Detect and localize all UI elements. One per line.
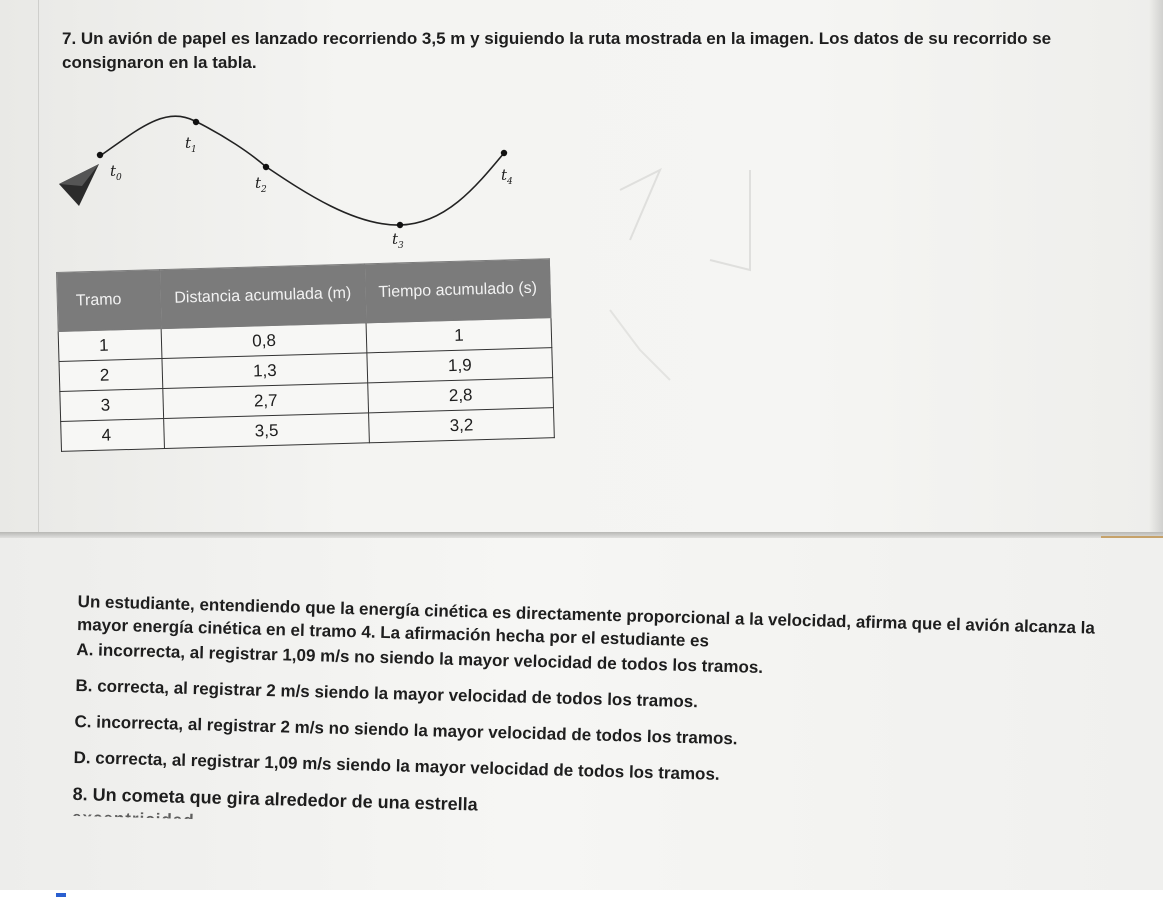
question-8-cut-text: excentricidad xyxy=(72,807,195,831)
cell-distancia: 0,8 xyxy=(161,323,367,359)
point-t4 xyxy=(501,150,507,156)
cell-tramo: 1 xyxy=(58,329,162,362)
label-t2: $t_2$ xyxy=(255,174,267,195)
cell-tiempo: 1,9 xyxy=(367,348,553,383)
cell-tiempo: 2,8 xyxy=(368,378,554,413)
label-t4: $t_4$ xyxy=(501,166,513,187)
margin-line xyxy=(38,0,39,532)
question-body xyxy=(72,590,1148,844)
cell-tiempo: 3,2 xyxy=(369,408,555,443)
cell-tiempo: 1 xyxy=(366,318,552,353)
bottom-indicator xyxy=(56,893,66,897)
question-8-text: 8. Un cometa que gira alrededor de una estrella xyxy=(72,783,478,815)
flight-path-diagram xyxy=(55,108,525,268)
cell-tramo: 3 xyxy=(60,389,164,422)
label-t1: $t_1$ xyxy=(185,134,197,155)
point-t1 xyxy=(193,119,199,125)
cell-distancia: 1,3 xyxy=(162,353,368,389)
header-tramo: Tramo xyxy=(57,270,162,332)
point-t3 xyxy=(397,222,403,228)
flight-path-svg xyxy=(55,108,525,268)
option-b: B. correcta, al registrar 2 m/s siendo la mayor velocidad de todos los tramos. xyxy=(75,675,699,712)
point-t2 xyxy=(263,164,269,170)
cell-tramo: 4 xyxy=(61,419,165,452)
bottom-page-photo xyxy=(0,538,1163,898)
label-t0: $t_0$ xyxy=(110,162,122,183)
question-7-text: 7. Un avión de papel es lanzado recorriendo 3,5 m y siguiendo la ruta mostrada en la imagen. Los datos de su recorrido se consignaron en la tabla. xyxy=(62,29,1052,72)
cell-distancia: 3,5 xyxy=(164,413,370,449)
option-a: A. incorrecta, al registrar 1,09 m/s no siendo la mayor velocidad de todos los tramos. xyxy=(76,639,764,677)
option-c: C. incorrecta, al registrar 2 m/s no siendo la mayor velocidad de todos los tramos. xyxy=(74,711,738,749)
page-shadow xyxy=(1149,0,1163,532)
data-table xyxy=(56,258,555,452)
option-d: D. correcta, al registrar 1,09 m/s siendo la mayor velocidad de todos los tramos. xyxy=(73,747,720,784)
cell-tramo: 2 xyxy=(59,359,163,392)
point-t0 xyxy=(97,152,103,158)
label-t3: $t_3$ xyxy=(392,230,404,251)
flight-path-curve xyxy=(100,116,504,225)
show-through-marks xyxy=(600,150,800,410)
data-table-container xyxy=(56,258,556,480)
bottom-bar xyxy=(0,890,1163,898)
header-tiempo: Tiempo acumulado (s) xyxy=(365,259,551,323)
cell-distancia: 2,7 xyxy=(163,383,369,419)
header-distancia: Distancia acumulada (m) xyxy=(159,264,366,329)
question-stem: Un estudiante, entendiendo que la energía cinética es directamente proporcional a la velocidad, afirma que el avión alcanza la mayor energía cinética en el tramo 4. La afirmación hecha por el estudiante es xyxy=(76,591,1096,651)
